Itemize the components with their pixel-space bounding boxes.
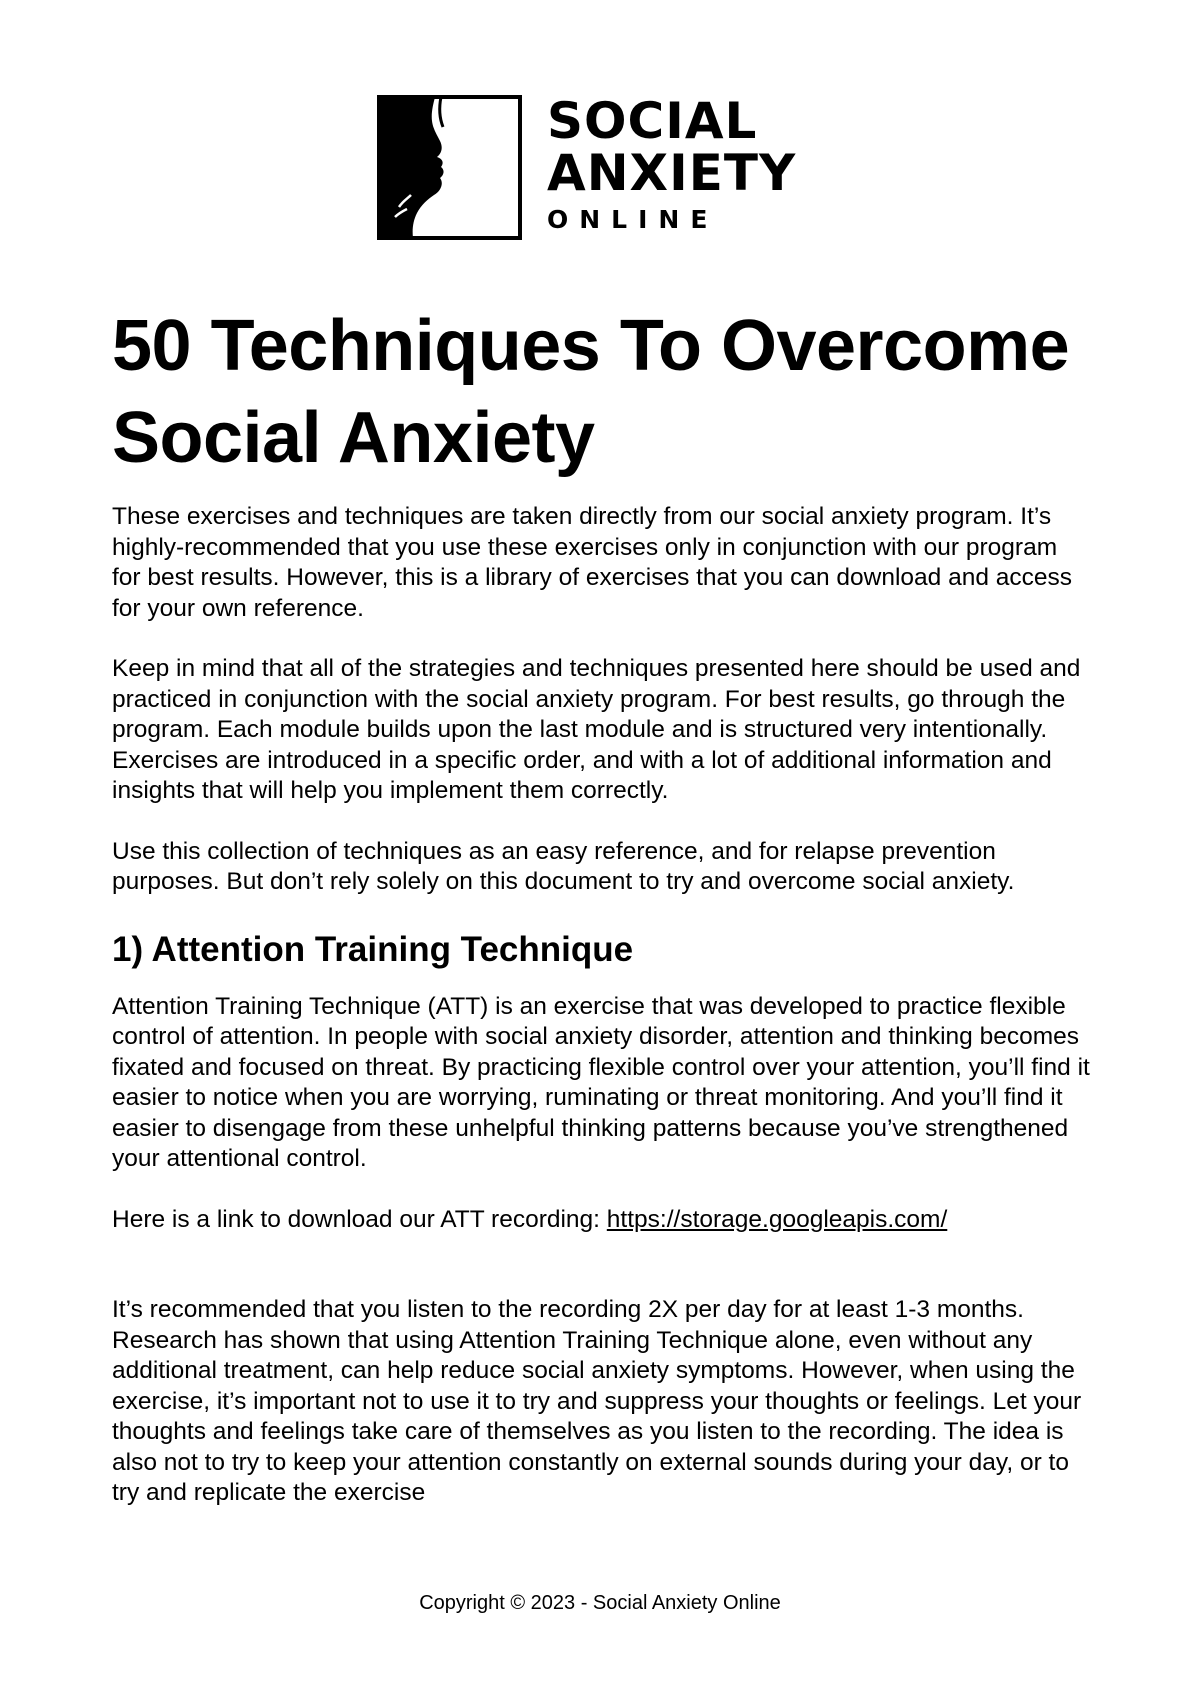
intro-paragraph-2: Keep in mind that all of the strategies and techniques presented here should be used and practiced in conjunction with the social anxiety program. For best results, go through the program. Each module builds upon the last module and is structured very intentionally. Exercises are introduced in a specific order, and with a lot of additional information and insights that will help you implement them correctly.	[112, 655, 1081, 804]
logo-line-anxiety: ANXIETY	[547, 144, 797, 202]
logo-line-online: ONLINE	[547, 205, 719, 234]
section-paragraph-2: It’s recommended that you listen to the recording 2X per day for at least 1-3 months. Research has shown that using Attention Training Technique alone, even without any additional treatment, can help reduce social anxiety symptoms. However, when using the exercise, it’s important not to use it to try and suppress your thoughts or feelings. Let your thoughts and feelings take care of themselves as you listen to the recording. The idea is also not to try to keep your attention constantly on external sounds during your day, or to try and replicate the exercise	[112, 1296, 1082, 1506]
intro-paragraph-1: These exercises and techniques are taken directly from our social anxiety program. It’s highly-recommended that you use these exercises only in conjunction with our program for best results. However, this is a library of exercises that you can download and access for your own reference.	[112, 503, 1073, 622]
face-profile-icon	[377, 95, 522, 240]
brand-logo	[377, 92, 827, 240]
intro-paragraph-3: Use this collection of techniques as an easy reference, and for relapse prevention purposes. But don’t rely solely on this document to try and overcome social anxiety.	[112, 837, 1015, 895]
logo-wordmark	[547, 92, 827, 235]
section-heading-attention-training: 1) Attention Training Technique	[112, 929, 634, 969]
document-title: 50 Techniques To Overcome Social Anxiety	[112, 306, 1070, 478]
att-recording-link[interactable]: https://storage.googleapis.com/	[606, 1205, 948, 1233]
logo-line-social: SOCIAL	[547, 92, 758, 150]
section-paragraph-1: Attention Training Technique (ATT) is an exercise that was developed to practice flexible control of attention. In people with social anxiety disorder, attention and thinking becomes fixated and focused on threat. By practicing flexible control over your attention, you’ll find it easier to notice when you are worrying, ruminating or threat monitoring. And you’ll find it easier to disengage from these unhelpful thinking patterns because you’ve strengthened your attentional control.	[112, 992, 1090, 1172]
download-link-line	[112, 1205, 1092, 1236]
document-body	[112, 300, 1092, 1509]
copyright-footer: Copyright © 2023 - Social Anxiety Online	[419, 1592, 781, 1614]
download-link-prefix: Here is a link to download our ATT recording:	[112, 1205, 607, 1233]
